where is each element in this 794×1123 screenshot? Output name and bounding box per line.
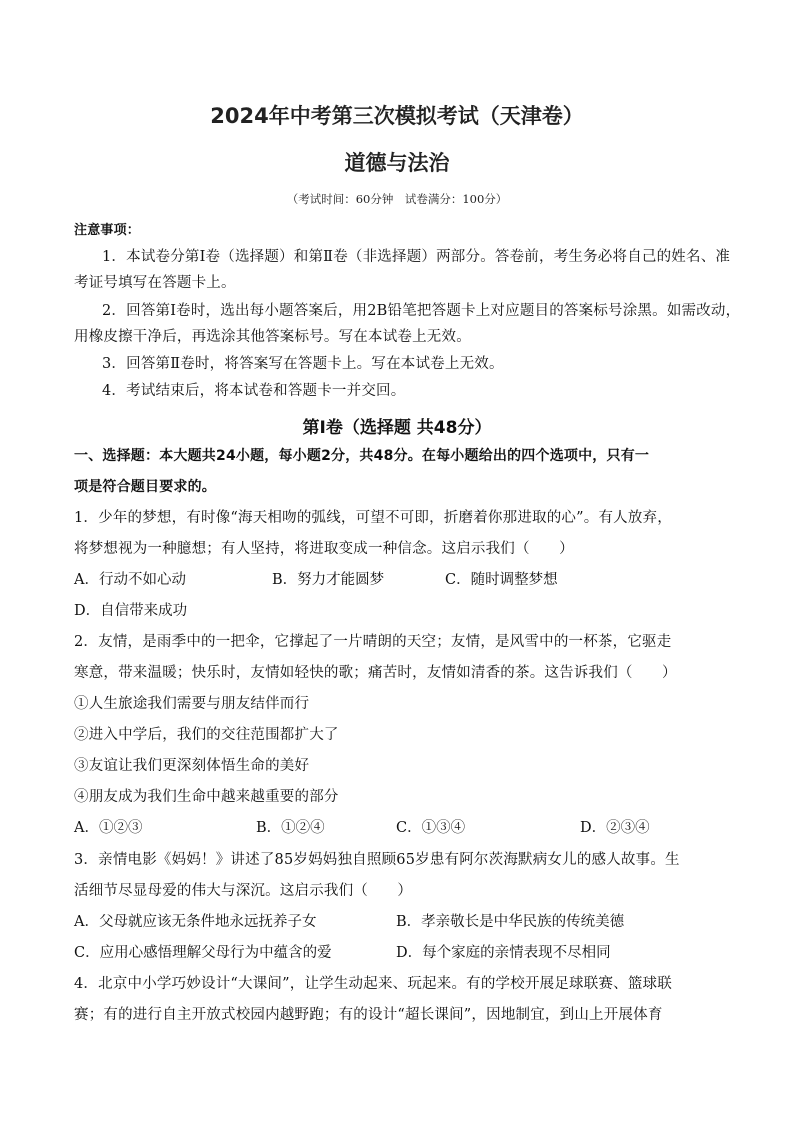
question-2-statement: ③友谊让我们更深刻体悟生命的美好 [74, 758, 310, 774]
section-title: 第Ⅰ卷（选择题 共48分） [302, 418, 492, 438]
question-1-option-d: D．自信带来成功 [74, 603, 188, 619]
question-3-stem: 3．亲情电影《妈妈！》讲述了85岁妈妈独自照顾65岁患有阿尔茨海默病女儿的感人故事。生 [74, 852, 680, 868]
question-2-option-a: A．①②③ [74, 820, 143, 836]
question-1-option-c: C．随时调整梦想 [445, 572, 558, 588]
question-1-stem: 将梦想视为一种臆想；有人坚持，将进取变成一种信念。这启示我们（ ） [74, 541, 574, 557]
question-3-stem: 活细节尽显母爱的伟大与深沉。这启示我们（ ） [74, 883, 413, 899]
question-4-stem: 4．北京中小学巧妙设计“大课间”，让学生动起来、玩起来。有的学校开展足球联赛、篮球联 [74, 976, 672, 992]
note-item: 用橡皮擦干净后，再选涂其他答案标号。写在本试卷上无效。 [74, 329, 471, 345]
note-item: 考证号填写在答题卡上。 [74, 275, 236, 291]
question-2-statement: ④朋友成为我们生命中越来越重要的部分 [74, 789, 339, 805]
exam-info: （考试时间：60分钟 试卷满分：100分） [286, 192, 508, 206]
question-2-option-b: B．①②④ [256, 820, 325, 836]
subject-title: 道德与法治 [344, 151, 450, 175]
note-item: 1．本试卷分第Ⅰ卷（选择题）和第Ⅱ卷（非选择题）两部分。答卷前，考生务必将自己的姓名、准 [102, 249, 731, 265]
question-2-option-c: C．①③④ [396, 820, 466, 836]
section-instruction: 一、选择题：本大题共24小题，每小题2分，共48分。在每小题给出的四个选项中，只有一 [74, 448, 650, 464]
note-item: 3．回答第Ⅱ卷时，将答案写在答题卡上。写在本试卷上无效。 [102, 356, 504, 372]
question-2-option-d: D．②③④ [580, 820, 650, 836]
notes-heading: 注意事项： [74, 223, 141, 238]
section-instruction: 项是符合题目要求的。 [74, 479, 216, 495]
question-2-statement: ②进入中学后，我们的交往范围都扩大了 [74, 727, 339, 743]
question-2-stem: 2．友情，是雨季中的一把伞，它撑起了一片晴朗的天空；友情，是风雪中的一杯茶，它驱走 [74, 634, 672, 650]
question-1-option-b: B．努力才能圆梦 [272, 572, 385, 588]
question-3-option-d: D．每个家庭的亲情表现不尽相同 [396, 945, 611, 961]
question-2-statement: ①人生旅途我们需要与朋友结伴而行 [74, 696, 310, 712]
note-item: 2．回答第Ⅰ卷时，选出每小题答案后，用2B铅笔把答题卡上对应题目的答案标号涂黑。如需改动， [102, 303, 741, 319]
question-3-option-b: B．孝亲敬长是中华民族的传统美德 [396, 914, 625, 930]
question-4-stem: 赛；有的进行自主开放式校园内越野跑；有的设计“超长课间”，因地制宜，到山上开展体育 [74, 1007, 663, 1023]
question-2-stem: 寒意，带来温暖；快乐时，友情如轻快的歌；痛苦时，友情如清香的茶。这告诉我们（ ） [74, 665, 677, 681]
question-1-stem: 1．少年的梦想，有时像“海天相吻的弧线，可望不可即，折磨着你那进取的心”。有人放弃， [74, 510, 672, 526]
question-3-option-a: A．父母就应该无条件地永远抚养子女 [74, 914, 317, 930]
exam-title: 2024年中考第三次模拟考试（天津卷） [210, 104, 584, 128]
question-3-option-c: C．应用心感悟理解父母行为中蕴含的爱 [74, 945, 332, 961]
note-item: 4．考试结束后，将本试卷和答题卡一并交回。 [102, 383, 406, 399]
question-1-option-a: A．行动不如心动 [74, 572, 186, 588]
